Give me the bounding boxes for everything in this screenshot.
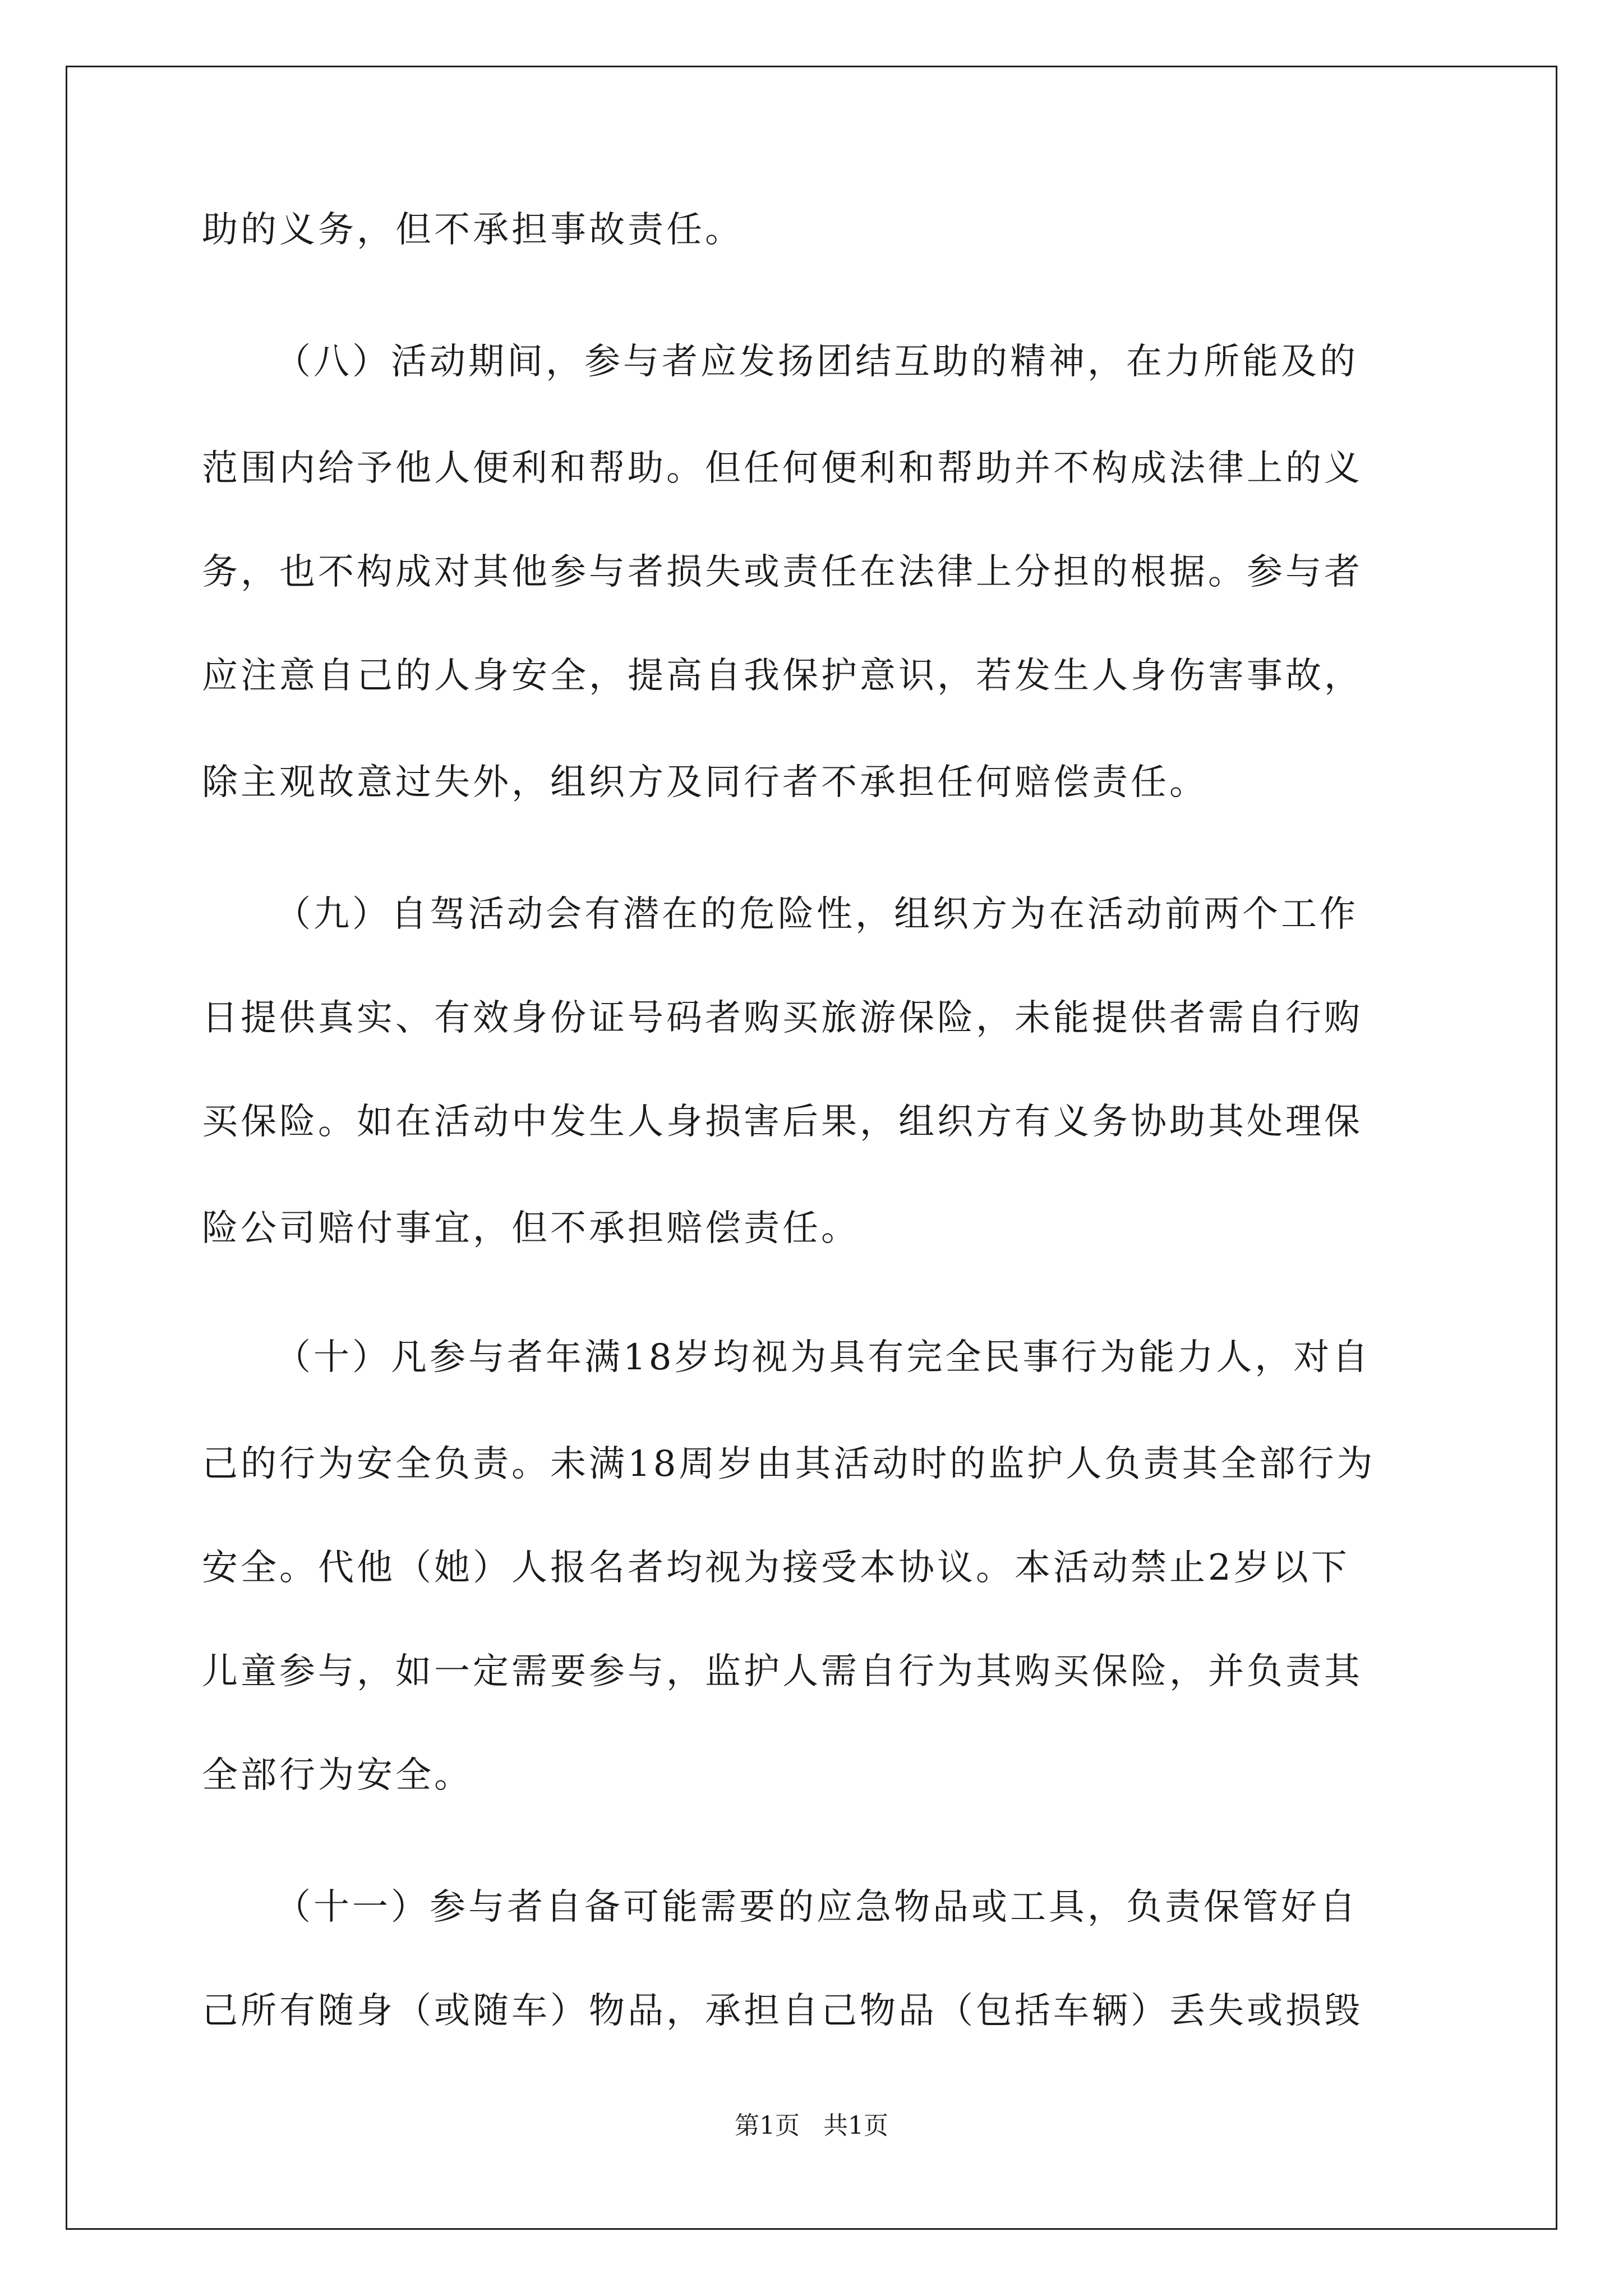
text-line: 务，也不构成对其他参与者损失或责任在法律上分担的根据。参与者 xyxy=(202,551,1363,593)
text-line: 买保险。如在活动中发生人身损害后果，组织方有义务协助其处理保 xyxy=(202,1101,1363,1143)
text-line: 全部行为安全。 xyxy=(202,1755,473,1796)
page-number-footer: 第1页 共1页 xyxy=(735,2111,888,2140)
text-line: 安全。代他（她）人报名者均视为接受本协议。本活动禁止2岁以下 xyxy=(202,1547,1350,1589)
paragraph-9-start: （九）自驾活动会有潜在的危险性，组织方为在活动前两个工作 xyxy=(275,894,1358,935)
text-line: 应注意自己的人身安全，提高自我保护意识，若发生人身伤害事故， xyxy=(202,655,1363,697)
paragraph-11-start: （十一）参与者自备可能需要的应急物品或工具，负责保管好自 xyxy=(275,1887,1358,1928)
text-line: 日提供真实、有效身份证号码者购买旅游保险，未能提供者需自行购 xyxy=(202,997,1363,1039)
text-line: 险公司赔付事宜，但不承担赔偿责任。 xyxy=(202,1208,860,1249)
text-line: 范围内给予他人便利和帮助。但任何便利和帮助并不构成法律上的义 xyxy=(202,448,1363,489)
paragraph-10-start: （十）凡参与者年满18岁均视为具有完全民事行为能力人，对自 xyxy=(275,1337,1371,1378)
text-line: 助的义务，但不承担事故责任。 xyxy=(202,209,744,251)
paragraph-8-start: （八）活动期间，参与者应发扬团结互助的精神，在力所能及的 xyxy=(275,341,1358,383)
text-line: 己所有随身（或随车）物品，承担自己物品（包括车辆）丢失或损毁 xyxy=(202,1990,1363,2032)
text-line: 儿童参与，如一定需要参与，监护人需自行为其购买保险，并负责其 xyxy=(202,1651,1363,1692)
text-line: 除主观故意过失外，组织方及同行者不承担任何赔偿责任。 xyxy=(202,762,1208,803)
text-line: 己的行为安全负责。未满18周岁由其活动时的监护人负责其全部行为 xyxy=(202,1443,1376,1485)
